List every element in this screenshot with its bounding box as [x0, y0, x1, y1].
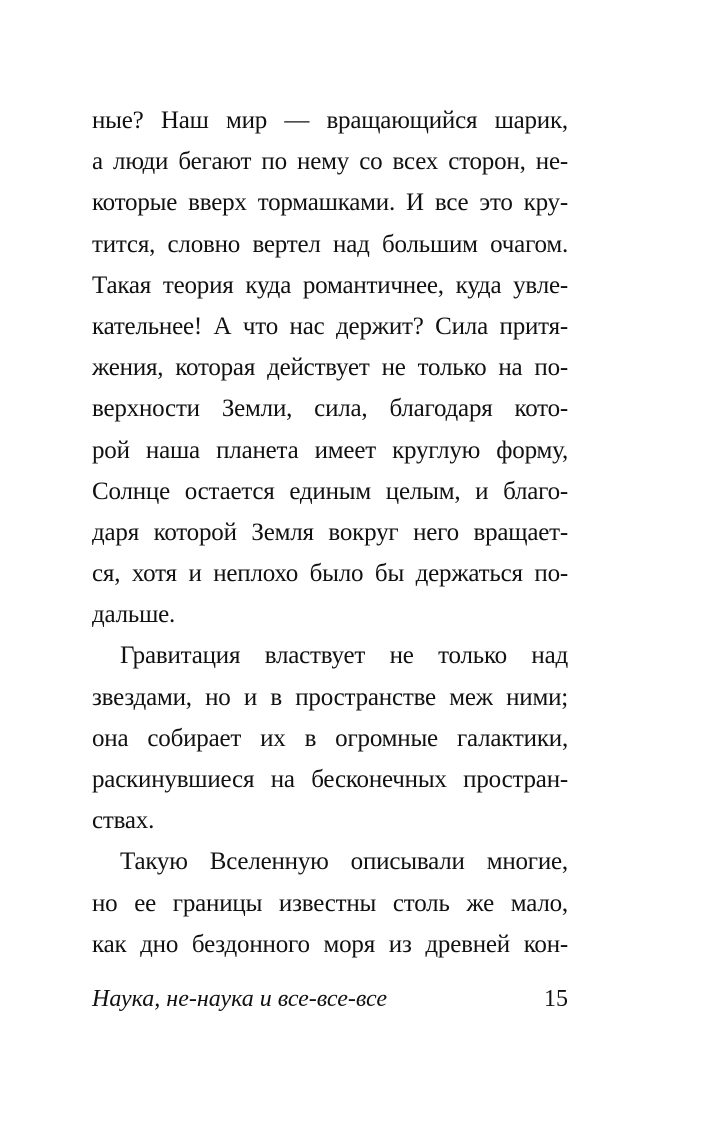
text-line: кательнее! А что нас держит? Сила притя- [92, 312, 568, 340]
paragraph-2 [92, 635, 568, 841]
paragraph-1 [92, 100, 568, 635]
paragraph-3 [92, 841, 568, 965]
text-line: Солнце остается единым целым, и благо- [92, 477, 568, 505]
text-line: как дно бездонного моря из древней кон- [92, 930, 568, 958]
page-body [92, 100, 568, 965]
text-line: тится, словно вертел над большим очагом. [92, 230, 568, 258]
text-line: а люди бегают по нему со всех сторон, не- [92, 148, 568, 176]
running-title: Наука, не-наука и все-все-все [92, 986, 387, 1012]
text-line: верхности Земли, сила, благодаря кото- [92, 395, 568, 423]
text-line: Такая теория куда романтичнее, куда увле- [92, 271, 568, 299]
text-line: звездами, но и в пространстве меж ними; [92, 683, 568, 711]
page-number: 15 [544, 986, 568, 1012]
text-line: дальше. [92, 601, 176, 629]
text-line: которые вверх тормашками. И все это кру- [92, 189, 568, 217]
text-line: ные? Наш мир — вращающийся шарик, [92, 107, 568, 134]
text-line: жения, которая действует не только на по- [92, 354, 568, 382]
page-footer [92, 982, 568, 1016]
text-line: она собирает их в огромные галактики, [92, 724, 568, 752]
text-line: но ее границы известны столь же мало, [92, 889, 568, 917]
text-line: рой наша планета имеет круглую форму, [92, 436, 568, 464]
text-line: Такую Вселенную описывали многие, [120, 848, 568, 876]
text-line: ствах. [92, 807, 155, 835]
text-line: Гравитация властвует не только над [120, 642, 568, 670]
text-line: раскинувшиеся на бесконечных простран- [92, 766, 568, 793]
text-line: даря которой Земля вокруг него вращает- [92, 518, 568, 546]
text-line: ся, хотя и неплохо было бы держаться по- [92, 560, 568, 588]
